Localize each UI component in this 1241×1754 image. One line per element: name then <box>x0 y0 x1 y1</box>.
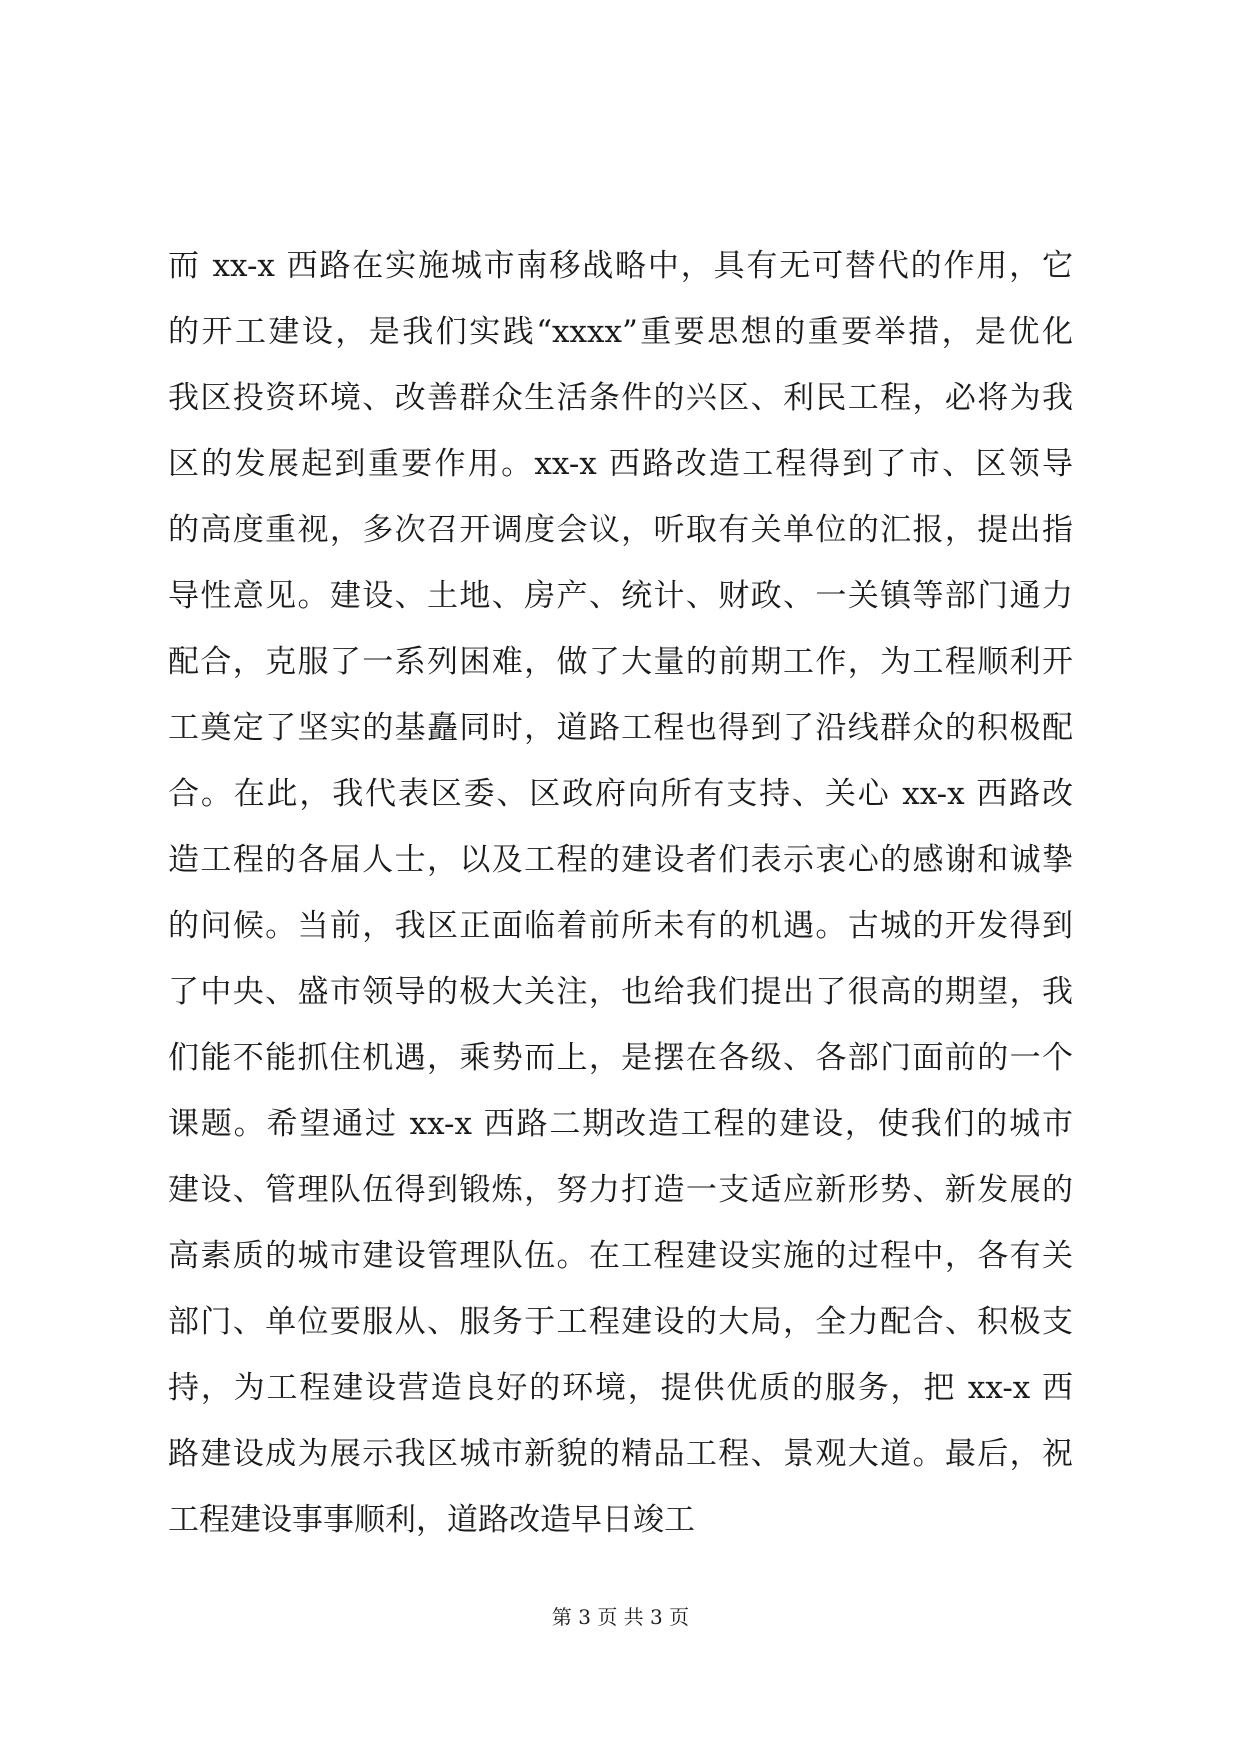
text-line: 的问候。当前，我区正面临着前所未有的机遇。古城的开发得到 <box>168 908 1073 944</box>
text-line: 持，为工程建设营造良好的环境，提供优质的服务，把 xx-x 西 <box>168 1370 1073 1406</box>
text-line: 高素质的城市建设管理队伍。在工程建设实施的过程中，各有关 <box>168 1238 1073 1274</box>
text-line: 们能不能抓住机遇，乘势而上，是摆在各级、各部门面前的一个 <box>168 1040 1073 1076</box>
body-paragraph <box>168 233 1073 1553</box>
text-line: 的开工建设，是我们实践“xxxx”重要思想的重要举措，是优化 <box>168 314 1073 350</box>
text-line: 造工程的各届人士，以及工程的建设者们表示衷心的感谢和诚挚 <box>168 842 1073 878</box>
text-line-last: 工程建设事事顺利，道路改造早日竣工 <box>168 1502 695 1538</box>
text-line: 区的发展起到重要作用。xx-x 西路改造工程得到了市、区领导 <box>168 446 1073 482</box>
text-line: 合。在此，我代表区委、区政府向所有支持、关心 xx-x 西路改 <box>168 776 1073 812</box>
text-line: 建设、管理队伍得到锻炼，努力打造一支适应新形势、新发展的 <box>168 1172 1073 1208</box>
text-line: 部门、单位要服从、服务于工程建设的大局，全力配合、积极支 <box>168 1304 1073 1340</box>
text-line: 了中央、盛市领导的极大关注，也给我们提出了很高的期望，我 <box>168 974 1073 1010</box>
text-line: 工奠定了坚实的基矗同时，道路工程也得到了沿线群众的积极配 <box>168 710 1073 746</box>
text-line: 课题。希望通过 xx-x 西路二期改造工程的建设，使我们的城市 <box>168 1106 1073 1142</box>
text-line: 我区投资环境、改善群众生活条件的兴区、利民工程，必将为我 <box>168 380 1073 416</box>
text-line: 配合，克服了一系列困难，做了大量的前期工作，为工程顺利开 <box>168 644 1073 680</box>
text-line: 而 xx-x 西路在实施城市南移战略中，具有无可替代的作用，它 <box>168 248 1073 284</box>
text-line: 的高度重视，多次召开调度会议，听取有关单位的汇报，提出指 <box>168 512 1073 548</box>
text-line: 导性意见。建设、土地、房产、统计、财政、一关镇等部门通力 <box>168 578 1073 614</box>
page-number-footer: 第 3 页 共 3 页 <box>551 1605 690 1629</box>
text-line: 路建设成为展示我区城市新貌的精品工程、景观大道。最后，祝 <box>168 1436 1073 1472</box>
